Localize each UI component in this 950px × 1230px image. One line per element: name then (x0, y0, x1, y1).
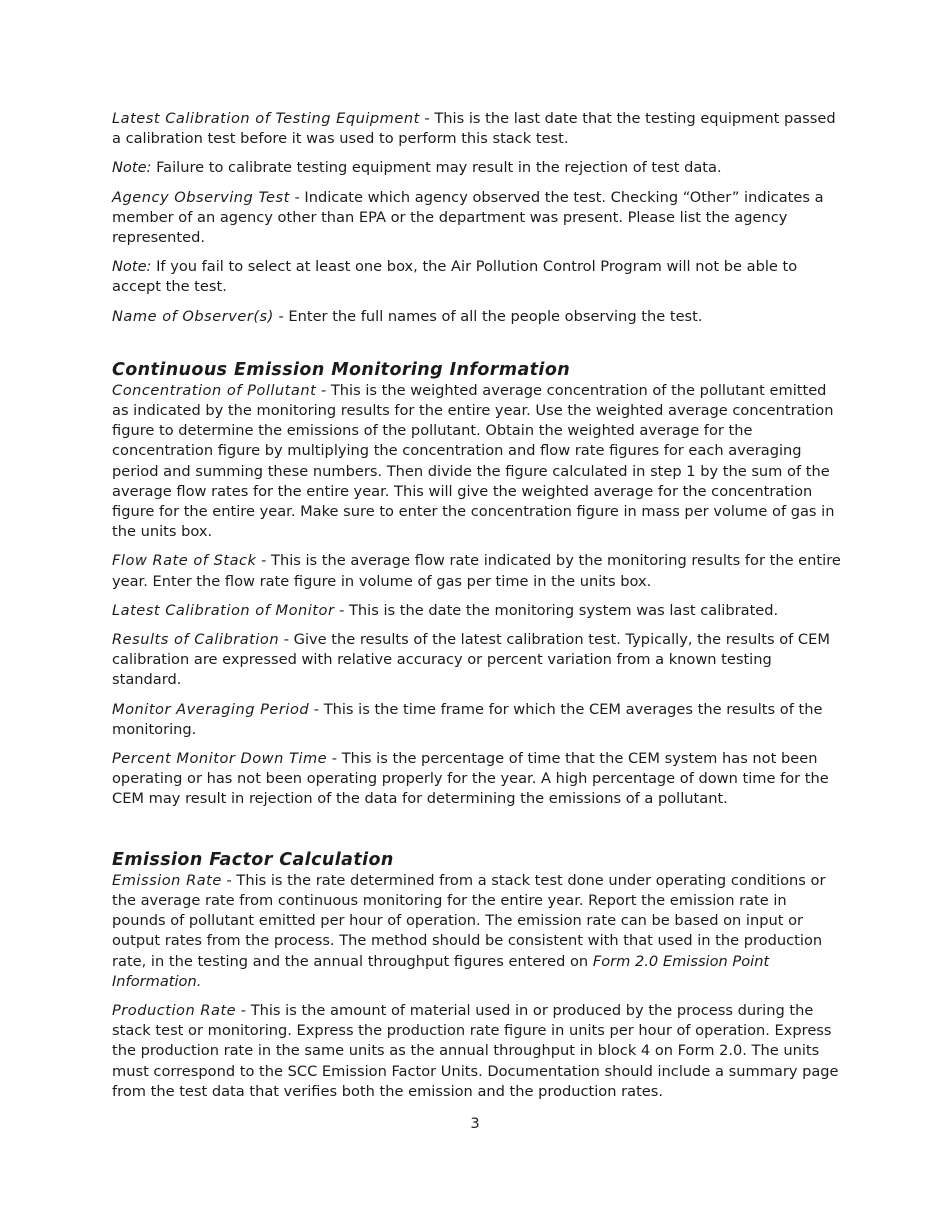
heading-cem: Continuous Emission Monitoring Information (112, 359, 571, 380)
paragraph-text: - Enter the full names of all the people observing the test. (273, 307, 703, 325)
paragraph-percent-monitor-down-time (112, 749, 842, 810)
paragraph-name-of-observers (112, 307, 842, 327)
paragraph-text: Failure to calibrate testing equipment may result in the rejection of test data. (151, 159, 722, 177)
paragraph-agency-observing-test (112, 188, 842, 249)
paragraph-concentration-of-pollutant (112, 381, 842, 543)
paragraph-monitor-averaging-period (112, 700, 842, 740)
paragraph-text: - This is the percentage of time that the CEM system has not been operating or has not been operating properly for the year. A high percentage of down time for the CEM may result in rejection of the data for determining the emissions of a pollutant. (112, 750, 829, 808)
note-label: Note: (112, 258, 152, 276)
paragraph-text: - This is the amount of material used in or produced by the process during the stack test or monitoring. Express the production rate figure in units per hour of operation. Express the production rate in the same units as the annual throughput in block 4 on Form 2.0. The units must correspond to the SCC Emission Factor Units. Documentation should include a summary page from the test data that verifies both the emission and the production rates. (112, 1001, 839, 1100)
paragraph-latest-calibration-testing-equipment (112, 109, 842, 149)
form-reference: Form 2.0 Emission Point Information. (112, 952, 770, 990)
term-percent-monitor-down-time: Percent Monitor Down Time (112, 750, 328, 768)
paragraph-note-select-box (112, 257, 842, 297)
paragraph-results-of-calibration (112, 630, 842, 691)
heading-emission-factor-calculation: Emission Factor Calculation (112, 849, 394, 870)
term-production-rate: Production Rate (112, 1001, 237, 1019)
paragraph-text: - This is the rate determined from a stack test done under operating conditions or the average rate from continuous monitoring for the entire year. Report the emission rate in pounds of pollutant emitted per hour of operation. The emission rate can be based on input or output rates from the process. The method should be consistent with that used in the production rate, in the testing and the annual throughput figures entered on (112, 871, 826, 970)
paragraph-text: - This is the date the monitoring system was last calibrated. (334, 601, 779, 619)
paragraph-text: - Give the results of the latest calibration test. Typically, the results of CEM calibration are expressed with relative accuracy or percent variation from a known testing standard. (112, 631, 830, 689)
paragraph-text: - This is the last date that the testing equipment passed a calibration test before it was used to perform this stack test. (112, 110, 836, 148)
paragraph-text: - This is the weighted average concentration of the pollutant emitted as indicated by the monitoring results for the entire year. Use the weighted average concentration figure to determine the emissions of the pollutant. Obtain the weighted average for the concentration figure by multiplying the concentration and flow rate figures for each averaging period and summing these numbers. Then divide the figure calculated in step 1 by the sum of the average flow rates for the entire year. This will give the weighted average for the concentration figure for the entire year. Make sure to enter the concentration figure in mass per volume of gas in the units box. (112, 381, 835, 541)
term-flow-rate-of-stack: Flow Rate of Stack (112, 552, 257, 570)
paragraph-text: If you fail to select at least one box, the Air Pollution Control Program will not be able to accept the test. (112, 258, 798, 296)
term-monitor-averaging-period: Monitor Averaging Period (112, 700, 310, 718)
term-name-of-observers: Name of Observer(s) (112, 307, 274, 325)
term-results-of-calibration: Results of Calibration (112, 631, 280, 649)
paragraph-flow-rate-of-stack (112, 551, 842, 591)
paragraph-text: - This is the time frame for which the CEM averages the results of the monitoring. (112, 700, 823, 738)
paragraph-production-rate (112, 1001, 842, 1102)
paragraph-text: - This is the average flow rate indicated by the monitoring results for the entire year. Enter the flow rate figure in volume of gas per time in the units box. (112, 552, 841, 590)
paragraph-text: - Indicate which agency observed the test. Checking “Other” indicates a member of an agency other than EPA or the department was present. Please list the agency represented. (112, 188, 824, 247)
term-latest-calibration-testing-equipment: Latest Calibration of Testing Equipment (112, 110, 420, 127)
paragraph-note-calibration (112, 158, 842, 178)
term-agency-observing-test: Agency Observing Test (112, 188, 290, 206)
paragraph-latest-calibration-of-monitor (112, 601, 842, 621)
term-emission-rate: Emission Rate (112, 871, 222, 889)
term-latest-calibration-of-monitor: Latest Calibration of Monitor (112, 601, 335, 619)
paragraph-emission-rate (112, 871, 842, 992)
page-number: 3 (470, 1115, 480, 1132)
term-concentration-of-pollutant: Concentration of Pollutant (112, 381, 317, 399)
document-body (112, 109, 842, 1111)
note-label: Note: (112, 159, 152, 177)
